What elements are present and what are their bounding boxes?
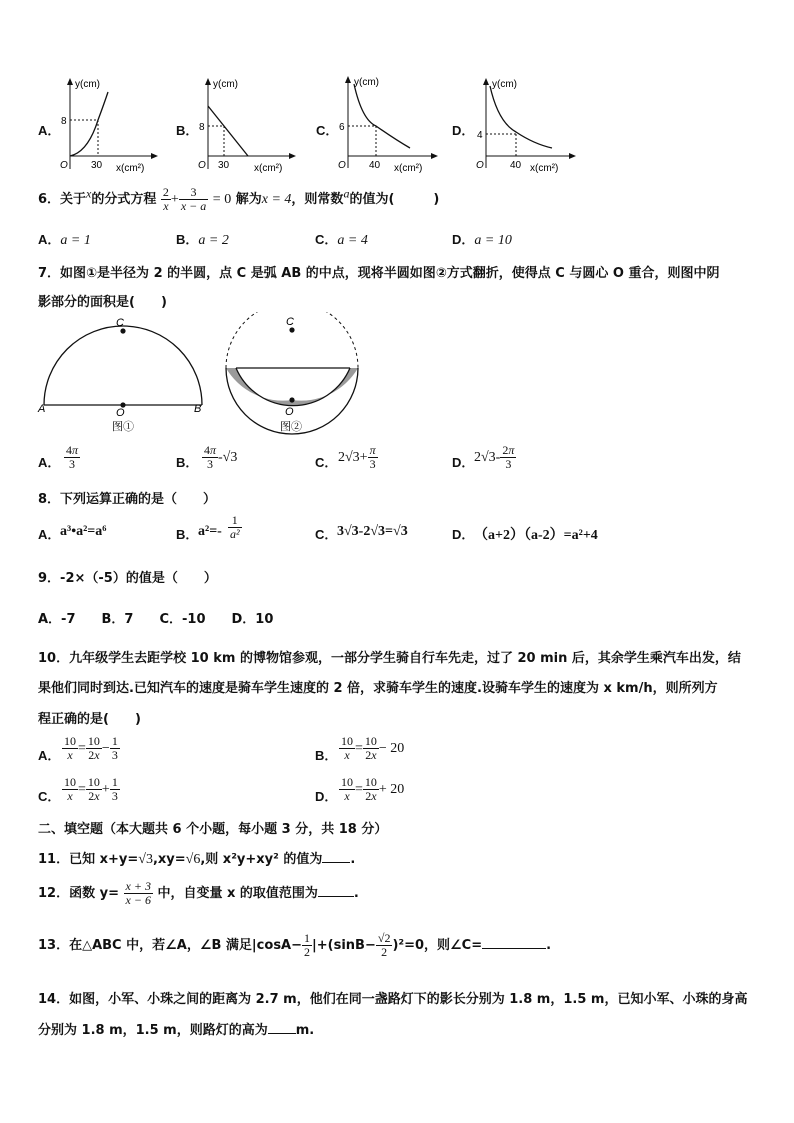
q5-a-ytick: 8 [61, 116, 67, 127]
q6-option-a: A．a = 1 [38, 232, 91, 248]
q6-end: 的值为( ) [349, 192, 440, 207]
q11-end: . [350, 852, 356, 867]
q5-d-xtick: 40 [510, 160, 522, 171]
q6-frac2: $\frac{3}{x - a}$ [180, 185, 207, 213]
q6-solution-text: 解为 [235, 192, 262, 207]
q8-option-c-value: 3√3-2√3=√3 [337, 524, 408, 539]
q11-suffix: ,则 x²y+xy² 的值为 [200, 852, 323, 867]
q5-c-ylabel: y(cm) [354, 77, 379, 88]
q10-option-c-label: C． [38, 789, 61, 804]
q6-option-d: D．a = 10 [452, 232, 512, 248]
q10-option-a-value: $\frac{10}{x}$ = $\frac{10}{2x}$ − $\frac{1}{3}$ [64, 734, 118, 762]
q7-fig1-c: C [116, 317, 124, 329]
q12-suffix: 中，自变量 x 的取值范围为 [157, 886, 318, 901]
q6-option-b: B．a = 2 [176, 232, 229, 248]
q5-option-a-label: A． [38, 123, 61, 138]
q6-suffix: ，则常数 [291, 192, 344, 207]
q14-line1: 14．如图，小军、小珠之间的距离为 2.7 m，他们在同一盏路灯下的影长分别为 1.8 m，1.5 m，已知小军、小珠的身高 [38, 992, 748, 1007]
q5-graph-a [58, 74, 158, 179]
q5-a-xlabel: x(cm²) [116, 163, 145, 174]
q8-option-a-value: a³•a²=a⁶ [60, 524, 107, 539]
q8-option-b-frac: $\frac{1}{\text{a²}}$ [230, 513, 240, 541]
q7-option-a-value: $\frac{4\pi}{3}$ [66, 443, 79, 471]
q6-mid: 的分式方程 [91, 192, 157, 207]
q10-option-d-label: D． [315, 789, 338, 804]
q8-options [38, 514, 638, 554]
q6-frac1: $\frac{2}{x}$ [162, 185, 169, 213]
q7-option-c-value: 2√3+ $\frac{\pi}{3}$ [338, 443, 376, 471]
q8-option-b-label: B． [176, 527, 199, 542]
q7-option-a-label: A． [38, 455, 61, 470]
q12-prefix: 12．函数 y= [38, 886, 119, 901]
q5-c-xlabel: x(cm²) [394, 163, 423, 174]
q5-d-xlabel: x(cm²) [530, 163, 559, 174]
q7-fig2-caption: 图② [280, 421, 302, 433]
q10-option-b-value: $\frac{10}{x}$ = $\frac{10}{2x}$ − 20 [341, 734, 405, 762]
q10-option-a-label: A． [38, 748, 61, 763]
q13-blank[interactable] [482, 948, 546, 949]
q5-option-b-label: B． [176, 123, 199, 138]
q7-figure-1 [36, 312, 216, 440]
q5-c-ytick: 6 [339, 122, 345, 133]
q5-option-d-label: D． [452, 123, 475, 138]
q10-option-d-value: $\frac{10}{x}$ = $\frac{10}{2x}$ + 20 [341, 775, 405, 803]
q5-c-origin: O [338, 160, 346, 171]
q5-option-c-label: C． [316, 123, 339, 138]
q8-option-c-label: C． [315, 527, 338, 542]
q7-line2: 影部分的面积是( ) [38, 295, 167, 310]
q5-graph-b [196, 74, 296, 179]
q7-option-d-label: D． [452, 455, 475, 470]
q7-fig2-o: O [285, 406, 294, 418]
q13-frac1: $\frac{1}{2}$ [304, 931, 311, 959]
q5-b-ylabel: y(cm) [213, 79, 238, 90]
q7-option-d-value: 2√3- $\frac{2\pi}{3}$ [474, 443, 515, 471]
q12-blank[interactable] [318, 896, 354, 897]
q13-mid: |+(sinB− [312, 938, 376, 953]
q7-option-b-value: $\frac{4\pi}{3}$ -√3 [204, 443, 238, 471]
q13 [38, 932, 551, 959]
q7-fig1-o: O [116, 407, 125, 419]
q10-options [38, 733, 638, 813]
q5-b-xlabel: x(cm²) [254, 163, 283, 174]
q12-frac: $\frac{x + 3}{x - 6}$ [125, 879, 151, 907]
q6-eq-tail: = 0 [212, 192, 232, 207]
q6-var-a: a [343, 186, 350, 201]
q12 [38, 880, 359, 907]
q8-stem: 8．下列运算正确的是（ ） [38, 492, 217, 507]
q14-end: m. [295, 1023, 315, 1038]
q7-fig2-c: C [286, 316, 294, 328]
q8-option-b-value: a²=- [198, 524, 222, 539]
q7-fig1-b: B [194, 403, 202, 415]
q5-graph-d [472, 72, 582, 182]
q11-mid: ,xy= [152, 852, 186, 867]
section-2-heading: 二、填空题（本大题共 6 个小题，每小题 3 分，共 18 分） [38, 822, 388, 837]
q8-option-d-value: （a+2）（a-2）=a²+4 [474, 528, 598, 543]
q12-end: . [353, 886, 359, 901]
q5-options [0, 70, 794, 190]
q5-b-xtick: 30 [218, 160, 230, 171]
q5-a-origin: O [60, 160, 68, 171]
q7-line1: 7．如图①是半径为 2 的半圆，点 C 是弧 AB 的中点，现将半圆如图②方式翻折，使得点 C 与圆心 O 重合，则图中阴 [38, 266, 720, 281]
q5-a-xtick: 30 [91, 160, 103, 171]
q7-option-c-label: C． [315, 455, 338, 470]
q8-option-d-label: D． [452, 527, 475, 542]
q13-prefix: 13．在△ABC 中，若∠A，∠B 满足|cosA− [38, 938, 303, 953]
q5-c-xtick: 40 [369, 160, 381, 171]
q10-option-c-value: $\frac{10}{x}$ = $\frac{10}{2x}$ + $\frac{1}{3}$ [64, 775, 118, 803]
q6-var-x: x [86, 186, 92, 201]
q7-option-b-label: B． [176, 455, 199, 470]
q10-option-b-label: B． [315, 748, 338, 763]
q10-line3: 程正确的是( ) [38, 712, 141, 727]
q5-a-ylabel: y(cm) [75, 79, 100, 90]
q9-options: A．-7 B．7 C．-10 D．10 [38, 612, 274, 627]
q10-line2: 果他们同时到达.已知汽车的速度是骑车学生速度的 2 倍，求骑车学生的速度.设骑车学生的速度为 x km/h，则所列方 [38, 681, 718, 696]
q10-line1: 10．九年级学生去距学校 10 km 的博物馆参观，一部分学生骑自行车先走，过了 20 min 后，其余学生乘汽车出发，结 [38, 651, 741, 666]
q9-stem: 9．-2×（-5）的值是（ ） [38, 571, 217, 586]
q6-solution: x = 4 [261, 192, 292, 207]
q13-end: . [546, 938, 552, 953]
q14-line2-text: 分别为 1.8 m，1.5 m，则路灯的高为 [38, 1023, 268, 1038]
q5-d-origin: O [476, 160, 484, 171]
q7-options [38, 442, 598, 482]
q11: 11．已知 x+y=√3,xy=√6,则 x²y+xy² 的值为 . [38, 852, 356, 867]
q6-stem: 6．关于x的分式方程 $\frac{2}{x}$ + $\frac{3}{x - a}$ = 0 解为x = 4，则常数a的值为( ) [38, 185, 440, 213]
q8-option-a-label: A． [38, 527, 61, 542]
q7-fig1-a: A [38, 403, 46, 415]
q13-frac2: $\frac{√2}{2}$ [377, 931, 391, 959]
q7-fig1-caption: 图① [112, 421, 134, 433]
q11-blank[interactable] [322, 862, 350, 863]
q6-prefix: 6．关于 [38, 192, 87, 207]
q5-b-origin: O [198, 160, 206, 171]
q5-b-ytick: 8 [199, 122, 205, 133]
q13-suffix: )²=0，则∠C= [392, 938, 483, 953]
q5-d-ylabel: y(cm) [492, 79, 517, 90]
q5-graph-c [334, 70, 444, 180]
q5-d-ytick: 4 [477, 130, 483, 141]
q14-line2 [38, 1019, 314, 1038]
q14-blank[interactable] [268, 1033, 296, 1034]
q6-option-c: C．a = 4 [315, 232, 368, 248]
q7-figure-2 [216, 312, 376, 440]
q11-prefix: 11．已知 x+y= [38, 852, 139, 867]
